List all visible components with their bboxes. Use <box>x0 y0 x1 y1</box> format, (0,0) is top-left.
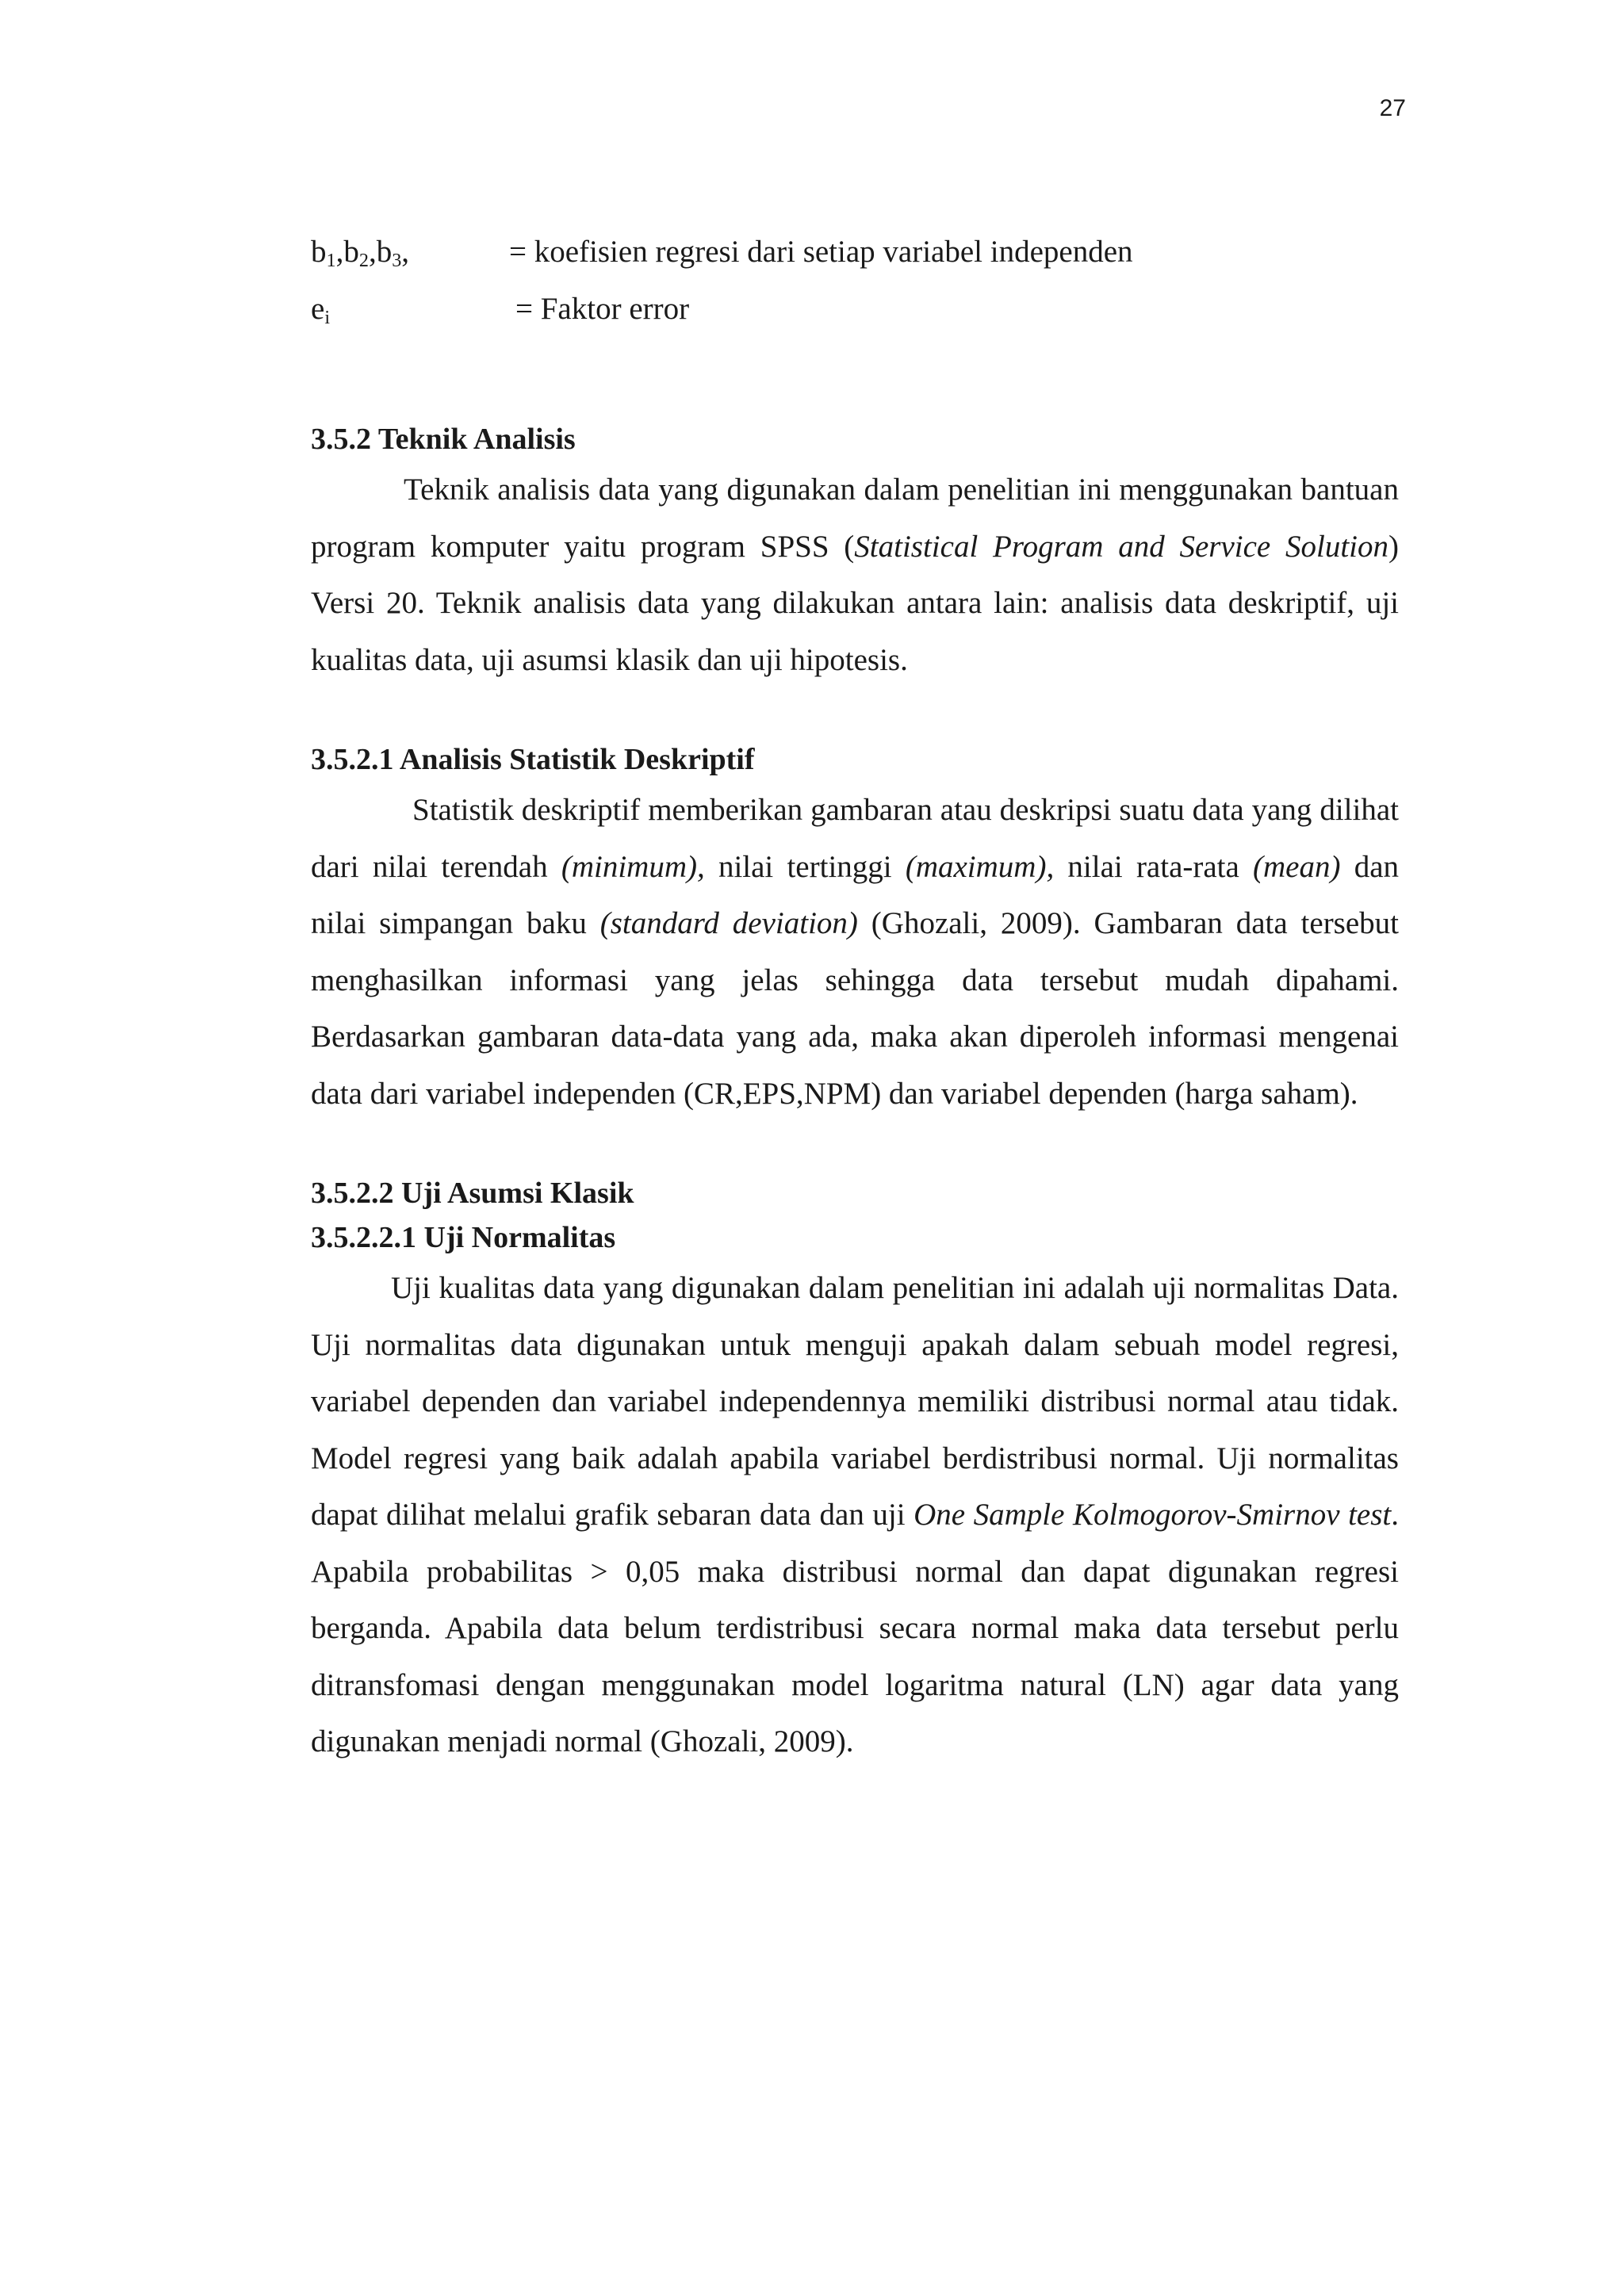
italic-term: (minimum), <box>561 849 705 884</box>
document-body <box>311 230 1399 1770</box>
italic-term: (mean) <box>1253 849 1341 884</box>
term-subscript: 1 <box>326 250 336 272</box>
definition-term-b <box>311 230 409 278</box>
section-heading-3-5-2-1: 3.5.2.1 Analisis Statistik Deskriptif <box>311 743 755 776</box>
section-heading-3-5-2-2-1: 3.5.2.2.1 Uji Normalitas <box>311 1221 616 1254</box>
paragraph-teknik-analisis <box>311 461 1399 688</box>
italic-term: (standard deviation) <box>599 906 858 940</box>
italic-term: (maximum), <box>905 849 1055 884</box>
text-run: nilai tertinggi <box>704 849 906 884</box>
definition-row-b <box>311 230 1399 287</box>
text-run: Teknik analisis data yang digunakan dalam penelitian ini menggunakan bantuan program komputer yaitu program SPSS ( <box>311 473 1399 564</box>
term-letter: ,b <box>368 235 393 269</box>
term-subscript: i <box>324 307 331 329</box>
text-run: . Apabila probabilitas > 0,05 maka distribusi normal dan dapat digunakan regresi berganda. Apabila data belum terdistribusi secara normal maka data tersebut perlu ditransfomasi dengan menggunakan model logaritma natural (LN) agar data yang digunakan menjadi normal (Ghozali, 2009). <box>311 1498 1399 1758</box>
text-run: nilai rata-rata <box>1054 849 1254 884</box>
definition-text: = Faktor error <box>515 292 690 326</box>
definition-row-e <box>311 287 1399 344</box>
term-letter: ,b <box>335 235 359 269</box>
term-subscript: 2 <box>358 250 369 272</box>
term-letter: e <box>311 292 325 326</box>
text-run: dan nilai simpangan baku <box>311 849 1400 940</box>
section-heading-3-5-2: 3.5.2 Teknik Analisis <box>311 423 576 456</box>
page-number: 27 <box>1379 95 1406 121</box>
term-comma: , <box>401 235 410 269</box>
text-run: ) Versi 20. Teknik analisis data yang dilakukan antara lain: analisis data deskriptif, uji kualitas data, uji asumsi klasik dan uji hipotesis. <box>311 529 1400 677</box>
paragraph-uji-normalitas <box>311 1260 1399 1770</box>
text-run: Statistik deskriptif memberikan gambaran atau deskripsi suatu data yang dilihat dari nilai terendah <box>311 793 1399 884</box>
definition-text: = koefisien regresi dari setiap variabel independen <box>509 235 1133 269</box>
term-subscript: 3 <box>392 250 402 272</box>
term-letter: b <box>311 235 327 269</box>
text-run: (Ghozali, 2009). Gambaran data tersebut menghasilkan informasi yang jelas sehingga data tersebut mudah dipahami. Berdasarkan gambaran data-data yang ada, maka akan diperoleh informasi mengenai data dari variabel independen (CR,EPS,NPM) dan variabel dependen (harga saham). <box>311 906 1400 1111</box>
definition-term-e <box>311 287 330 335</box>
italic-term: Statistical Program and Service Solution <box>854 529 1389 564</box>
italic-term: One Sample Kolmogorov-Smirnov test <box>914 1498 1392 1532</box>
text-run: Uji kualitas data yang digunakan dalam penelitian ini adalah uji normalitas Data. Uji normalitas data digunakan untuk menguji apakah dalam sebuah model regresi, variabel dependen dan variabel independennya memiliki distribusi normal atau tidak. Model regresi yang baik adalah apabila variabel berdistribusi normal. Uji normalitas dapat dilihat melalui grafik sebaran data dan uji <box>311 1271 1399 1532</box>
section-heading-3-5-2-2: 3.5.2.2 Uji Asumsi Klasik <box>311 1177 634 1210</box>
paragraph-statistik-deskriptif <box>311 782 1399 1122</box>
